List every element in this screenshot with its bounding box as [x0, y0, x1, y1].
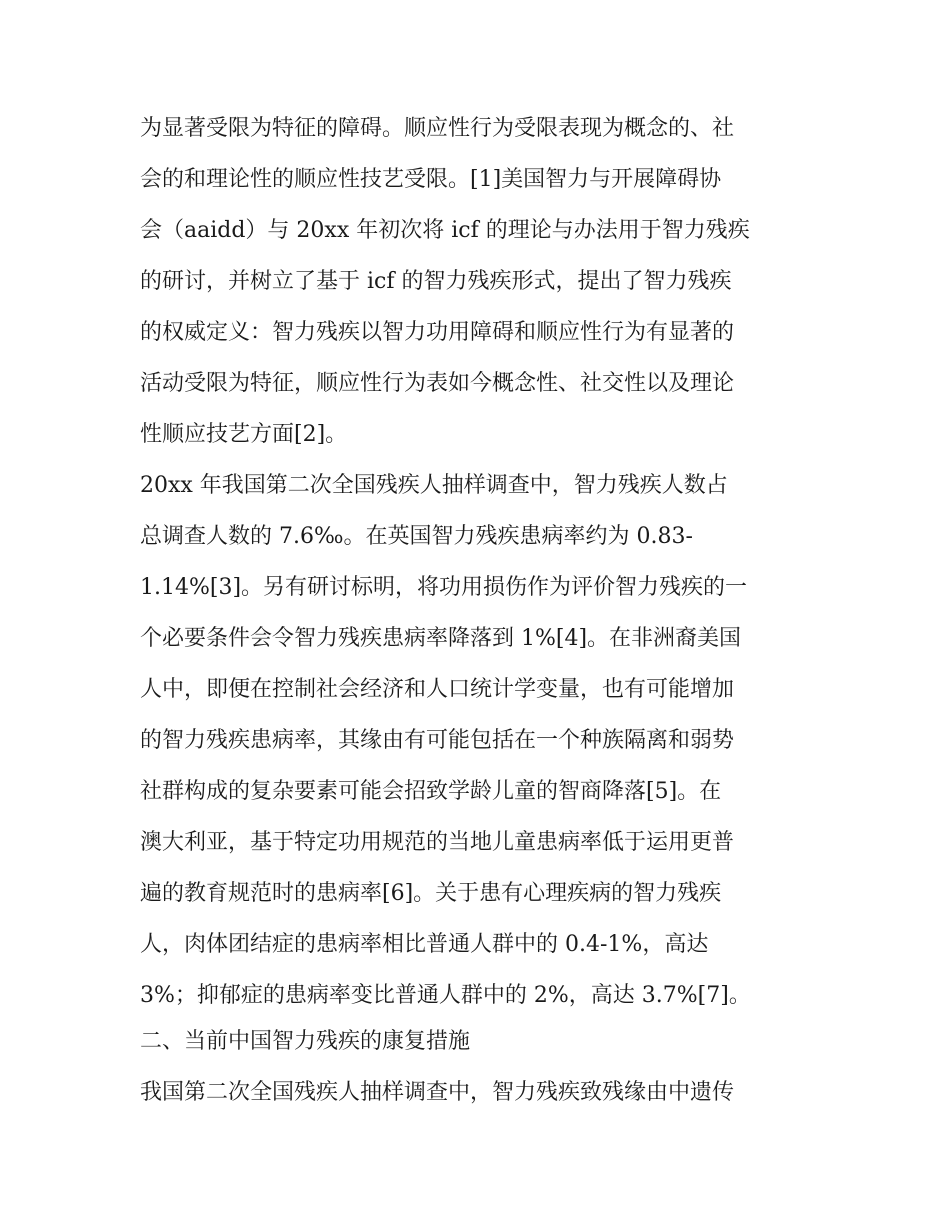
text-line: 的智力残疾患病率，其缘由有可能包括在一个种族隔离和弱势: [140, 728, 735, 753]
text-line: 的权威定义：智力残疾以智力功用障碍和顺应性行为有显著的: [140, 320, 735, 345]
text-line: 澳大利亚，基于特定功用规范的当地儿童患病率低于运用更普: [140, 830, 735, 855]
text-line: 会的和理论性的顺应性技艺受限。[1]美国智力与开展障碍协: [140, 167, 722, 192]
text-line: 的研讨，并树立了基于 icf 的智力残疾形式，提出了智力残疾: [140, 269, 732, 294]
text-line: 1.14%[3]。另有研讨标明，将功用损伤作为评价智力残疾的一: [140, 575, 748, 600]
text-line: 3%；抑郁症的患病率变比普通人群中的 2%，高达 3.7%[7]。: [140, 983, 751, 1008]
text-line: 为显著受限为特征的障碍。顺应性行为受限表现为概念的、社: [140, 116, 735, 141]
text-line: 社群构成的复杂要素可能会招致学龄儿童的智商降落[5]。在: [140, 779, 722, 804]
text-line: 我国第二次全国残疾人抽样调查中，智力残疾致残缘由中遗传: [140, 1080, 735, 1105]
text-line: 人，肉体团结症的患病率相比普通人群中的 0.4-1%，高达: [140, 932, 709, 957]
text-line: 人中，即便在控制社会经济和人口统计学变量，也有可能增加: [140, 677, 735, 702]
text-line: 活动受限为特征，顺应性行为表如今概念性、社交性以及理论: [140, 371, 735, 396]
text-line: 性顺应技艺方面[2]。: [140, 422, 348, 447]
text-line: 会（aaidd）与 20xx 年初次将 icf 的理论与办法用于智力残疾: [140, 218, 750, 243]
text-line: 总调查人数的 7.6‰。在英国智力残疾患病率约为 0.83-: [140, 524, 693, 549]
text-line: 个必要条件会令智力残疾患病率降落到 1%[4]。在非洲裔美国: [140, 626, 742, 651]
text-line: 20xx 年我国第二次全国残疾人抽样调查中，智力残疾人数占: [140, 473, 728, 498]
text-line: 遍的教育规范时的患病率[6]。关于患有心理疾病的智力残疾: [140, 881, 722, 906]
section-heading: 二、当前中国智力残疾的康复措施: [140, 1029, 471, 1054]
